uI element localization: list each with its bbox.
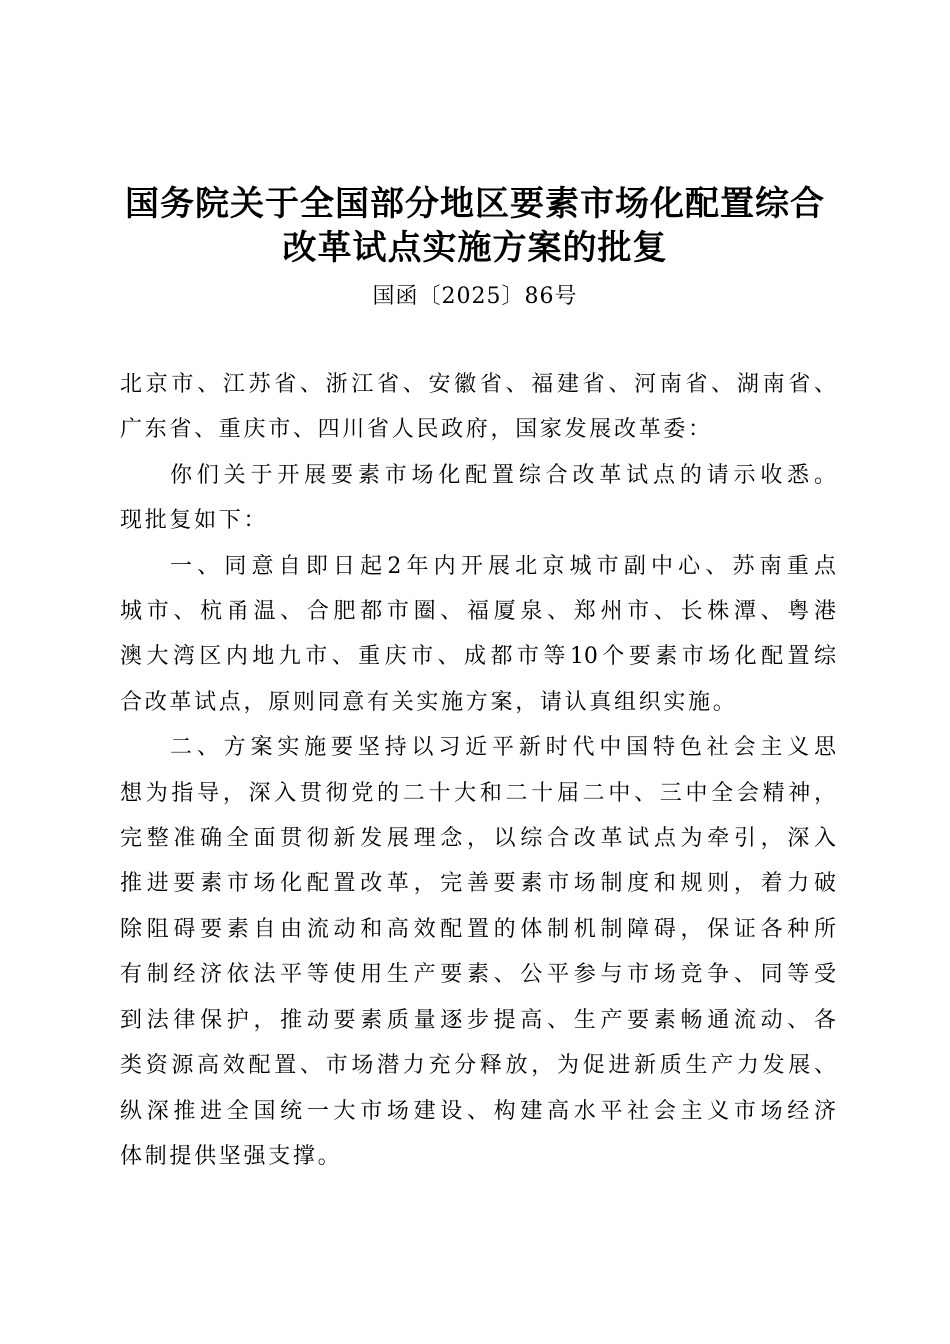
paragraph-line: 合改革试点，原则同意有关实施方案，请认真组织实施。 (120, 689, 738, 715)
document-title (0, 182, 950, 270)
paragraph-line: 现批复如下： (120, 508, 269, 534)
addressee-line: 广东省、重庆市、四川省人民政府，国家发展改革委： (120, 417, 713, 443)
document-body (120, 362, 836, 1179)
paragraph-line: 城市、杭甬温、合肥都市圈、福厦泉、郑州市、长株潭、粤港 (120, 599, 836, 625)
paragraph-line: 二、方案实施要坚持以习近平新时代中国特色社会主义思 (170, 735, 836, 761)
paragraph-line: 纵深推进全国统一大市场建设、构建高水平社会主义市场经济 (120, 1098, 836, 1124)
title-line-1: 国务院关于全国部分地区要素市场化配置综合 (125, 184, 825, 224)
paragraph-line: 你们关于开展要素市场化配置综合改革试点的请示收悉。 (170, 462, 836, 488)
addressee-line: 北京市、江苏省、浙江省、安徽省、福建省、河南省、湖南省、 (120, 372, 836, 397)
title-line-2: 改革试点实施方案的批复 (282, 228, 668, 268)
paragraph-line: 有制经济依法平等使用生产要素、公平参与市场竞争、同等受 (120, 962, 836, 988)
paragraph-line: 到法律保护，推动要素质量逐步提高、生产要素畅通流动、各 (120, 1007, 836, 1033)
paragraph-line: 除阻碍要素自由流动和高效配置的体制机制障碍，保证各种所 (120, 916, 836, 942)
paragraph-line: 体制提供坚强支撑。 (120, 1143, 343, 1169)
paragraph-line: 澳大湾区内地九市、重庆市、成都市等10个要素市场化配置综 (120, 644, 836, 670)
document-number: 国函〔2025〕86号 (372, 284, 578, 309)
paragraph-line: 完整准确全面贯彻新发展理念，以综合改革试点为牵引，深入 (120, 826, 836, 852)
paragraph-line: 类资源高效配置、市场潜力充分释放，为促进新质生产力发展、 (120, 1053, 836, 1079)
paragraph-line: 推进要素市场化配置改革，完善要素市场制度和规则，着力破 (120, 871, 836, 897)
paragraph-line: 想为指导，深入贯彻党的二十大和二十届二中、三中全会精神， (120, 780, 836, 806)
paragraph-line: 一、同意自即日起2年内开展北京城市副中心、苏南重点 (170, 553, 836, 579)
